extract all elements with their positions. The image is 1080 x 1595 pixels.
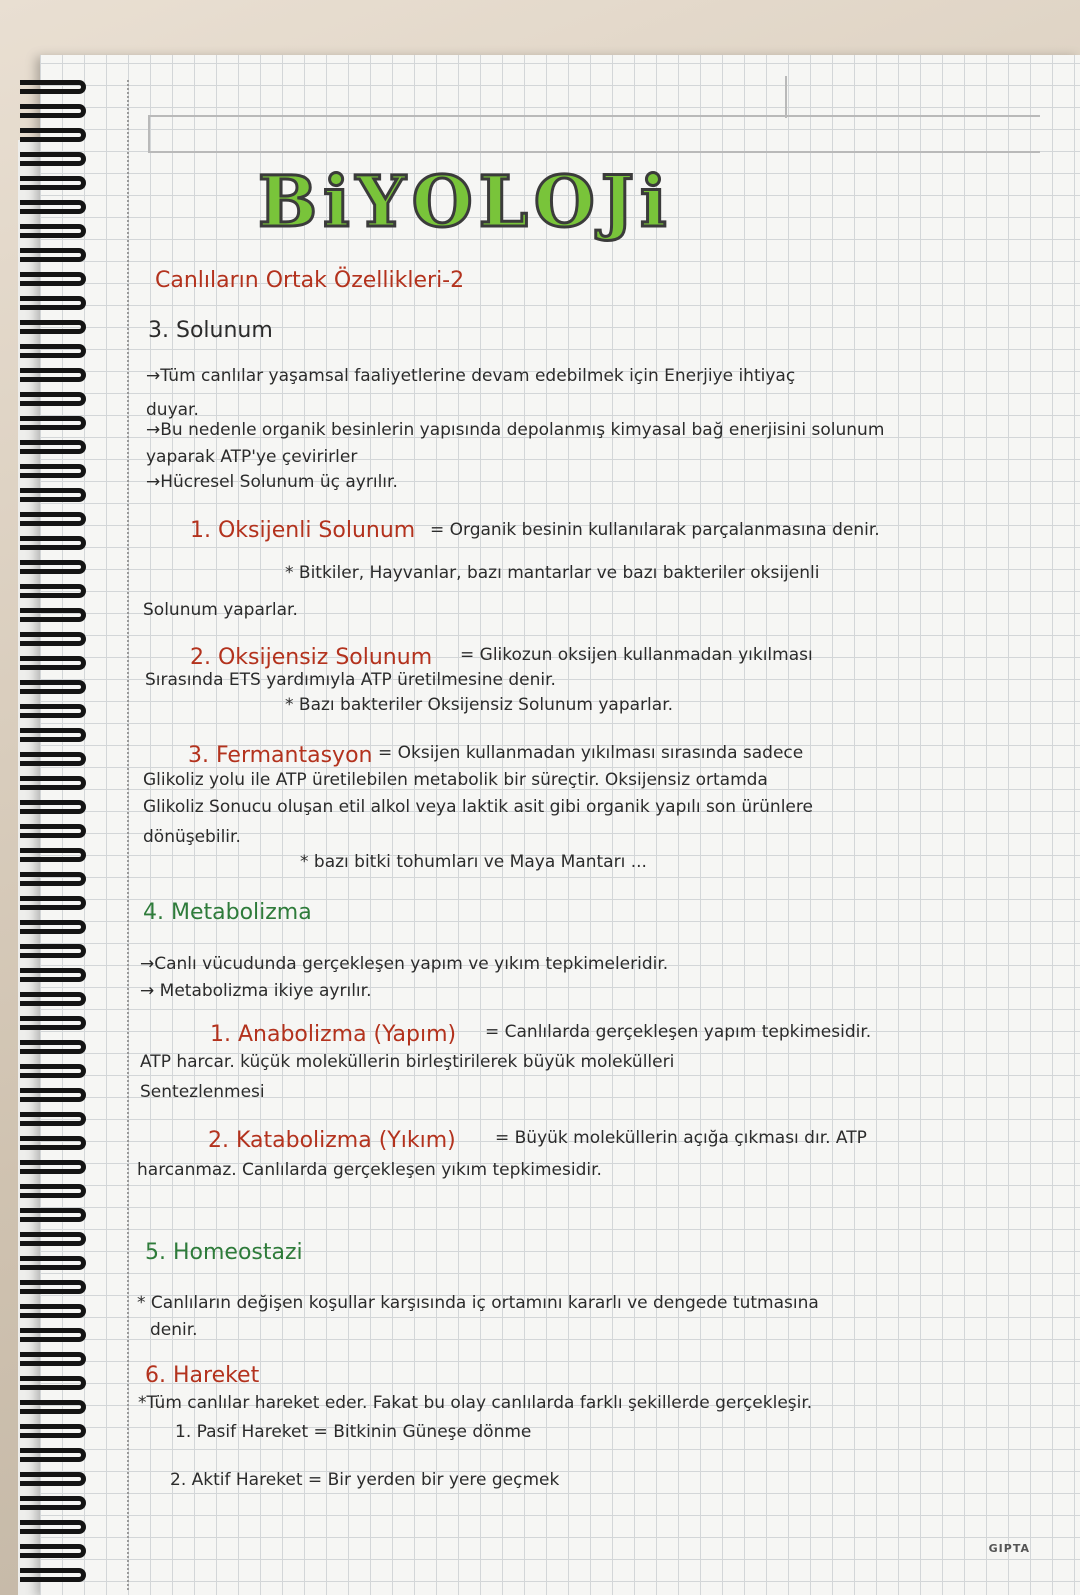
oksijenli-solunum-title: 1. Oksijenli Solunum: [190, 518, 416, 543]
spiral-coil: [20, 1064, 86, 1078]
spiral-coil: [20, 1040, 86, 1054]
anabolizma-def: = Canlılarda gerçekleşen yapım tepkimesidir.: [485, 1022, 872, 1042]
text-line: *Tüm canlılar hareket eder. Fakat bu olay canlılarda farklı şekillerde gerçekleşir.: [138, 1393, 813, 1413]
spiral-coil: [20, 296, 86, 310]
section-heading-homeostazi: 5. Homeostazi: [145, 1240, 303, 1265]
spiral-coil: [20, 704, 86, 718]
example-line: * bazı bitki tohumları ve Maya Mantarı ...: [300, 852, 647, 872]
spiral-coil: [20, 992, 86, 1006]
katabolizma-def: = Büyük moleküllerin açığa çıkması dır. ATP: [495, 1128, 867, 1148]
spiral-binding: [20, 80, 100, 1590]
spiral-coil: [20, 1448, 86, 1462]
spiral-coil: [20, 176, 86, 190]
spiral-coil: [20, 680, 86, 694]
spiral-coil: [20, 584, 86, 598]
text-line: dönüşebilir.: [143, 827, 241, 847]
spiral-coil: [20, 824, 86, 838]
spiral-coil: [20, 272, 86, 286]
spiral-coil: [20, 488, 86, 502]
text-line: Glikoliz Sonucu oluşan etil alkol veya laktik asit gibi organik yapılı son ürünlere: [143, 797, 813, 817]
spiral-coil: [20, 1496, 86, 1510]
subtitle: Canlıların Ortak Özellikleri-2: [155, 268, 465, 293]
spiral-coil: [20, 200, 86, 214]
spiral-coil: [20, 1016, 86, 1030]
text-line: →Canlı vücudunda gerçekleşen yapım ve yıkım tepkimeleridir.: [140, 954, 669, 974]
spiral-coil: [20, 1328, 86, 1342]
spiral-coil: [20, 1256, 86, 1270]
spiral-coil: [20, 800, 86, 814]
section-heading-hareket: 6. Hareket: [145, 1363, 260, 1388]
example-line: * Bitkiler, Hayvanlar, bazı mantarlar ve bazı bakteriler oksijenli: [285, 563, 820, 583]
spiral-coil: [20, 1136, 86, 1150]
spiral-coil: [20, 416, 86, 430]
spiral-coil: [20, 248, 86, 262]
text-line: →Hücresel Solunum üç ayrılır.: [146, 472, 398, 492]
spiral-coil: [20, 944, 86, 958]
spiral-coil: [20, 1280, 86, 1294]
pasif-hareket: 1. Pasif Hareket = Bitkinin Güneşe dönme: [175, 1422, 532, 1442]
spiral-coil: [20, 1544, 86, 1558]
spiral-coil: [20, 728, 86, 742]
spiral-coil: [20, 536, 86, 550]
katabolizma-title: 2. Katabolizma (Yıkım): [208, 1128, 456, 1153]
section-heading-solunum: 3. Solunum: [148, 318, 273, 343]
text-line: Sentezlenmesi: [140, 1082, 265, 1102]
text-line: denir.: [150, 1320, 198, 1340]
spiral-coil: [20, 632, 86, 646]
spiral-coil: [20, 512, 86, 526]
section-heading-metabolizma: 4. Metabolizma: [143, 900, 312, 925]
aktif-hareket: 2. Aktif Hareket = Bir yerden bir yere geçmek: [170, 1470, 560, 1490]
spiral-coil: [20, 152, 86, 166]
spiral-coil: [20, 848, 86, 862]
text-line: yaparak ATP'ye çevirirler: [146, 447, 358, 467]
spiral-coil: [20, 224, 86, 238]
oksijensiz-solunum-def: = Glikozun oksijen kullanmadan yıkılması: [460, 645, 813, 665]
text-line: → Metabolizma ikiye ayrılır.: [140, 981, 372, 1001]
spiral-coil: [20, 1232, 86, 1246]
text-line: Sırasında ETS yardımıyla ATP üretilmesine denir.: [145, 670, 556, 690]
text-line: →Tüm canlılar yaşamsal faaliyetlerine devam edebilmek için Enerjiye ihtiyaç: [146, 366, 796, 386]
spiral-coil: [20, 968, 86, 982]
text-line: ATP harcar. küçük moleküllerin birleştirilerek büyük molekülleri: [140, 1052, 675, 1072]
header-box-divider: [785, 76, 1037, 118]
spiral-coil: [20, 1352, 86, 1366]
text-line: * Bazı bakteriler Oksijensiz Solunum yaparlar.: [285, 695, 674, 715]
spiral-coil: [20, 1184, 86, 1198]
watermark: GIPTA: [988, 1542, 1030, 1555]
spiral-coil: [20, 464, 86, 478]
spiral-coil: [20, 1520, 86, 1534]
spiral-coil: [20, 440, 86, 454]
oksijenli-solunum-def: = Organik besinin kullanılarak parçalanmasına denir.: [430, 520, 880, 540]
text-line: Glikoliz yolu ile ATP üretilebilen metabolik bir süreçtir. Oksijensiz ortamda: [143, 770, 768, 790]
perforation-line: [127, 80, 129, 1590]
spiral-coil: [20, 80, 86, 94]
spiral-coil: [20, 392, 86, 406]
spiral-coil: [20, 1472, 86, 1486]
spiral-coil: [20, 560, 86, 574]
spiral-coil: [20, 1376, 86, 1390]
oksijensiz-solunum-title: 2. Oksijensiz Solunum: [190, 645, 433, 670]
spiral-coil: [20, 608, 86, 622]
spiral-coil: [20, 1160, 86, 1174]
text-line: duyar.: [146, 400, 199, 420]
spiral-coil: [20, 1112, 86, 1126]
spiral-coil: [20, 320, 86, 334]
text-line: harcanmaz. Canlılarda gerçekleşen yıkım tepkimesidir.: [137, 1160, 602, 1180]
spiral-coil: [20, 752, 86, 766]
spiral-coil: [20, 344, 86, 358]
text-line: →Bu nedenle organik besinlerin yapısında depolanmış kimyasal bağ enerjisini solunum: [146, 420, 885, 440]
spiral-coil: [20, 1208, 86, 1222]
spiral-coil: [20, 872, 86, 886]
text-line: * Canlıların değişen koşullar karşısında iç ortamını kararlı ve dengede tutmasına: [137, 1293, 819, 1313]
fermantasyon-title: 3. Fermantasyon: [188, 743, 373, 768]
spiral-coil: [20, 656, 86, 670]
spiral-coil: [20, 1088, 86, 1102]
anabolizma-title: 1. Anabolizma (Yapım): [210, 1022, 457, 1047]
spiral-coil: [20, 104, 86, 118]
spiral-coil: [20, 1304, 86, 1318]
spiral-coil: [20, 1400, 86, 1414]
example-line: Solunum yaparlar.: [143, 600, 298, 620]
spiral-coil: [20, 920, 86, 934]
spiral-coil: [20, 776, 86, 790]
spiral-coil: [20, 368, 86, 382]
spiral-coil: [20, 1568, 86, 1582]
spiral-coil: [20, 128, 86, 142]
page-title: BiYOLOJi: [258, 160, 673, 243]
spiral-coil: [20, 896, 86, 910]
spiral-coil: [20, 1424, 86, 1438]
header-box: [148, 115, 1040, 153]
fermantasyon-def: = Oksijen kullanmadan yıkılması sırasında sadece: [378, 743, 804, 763]
